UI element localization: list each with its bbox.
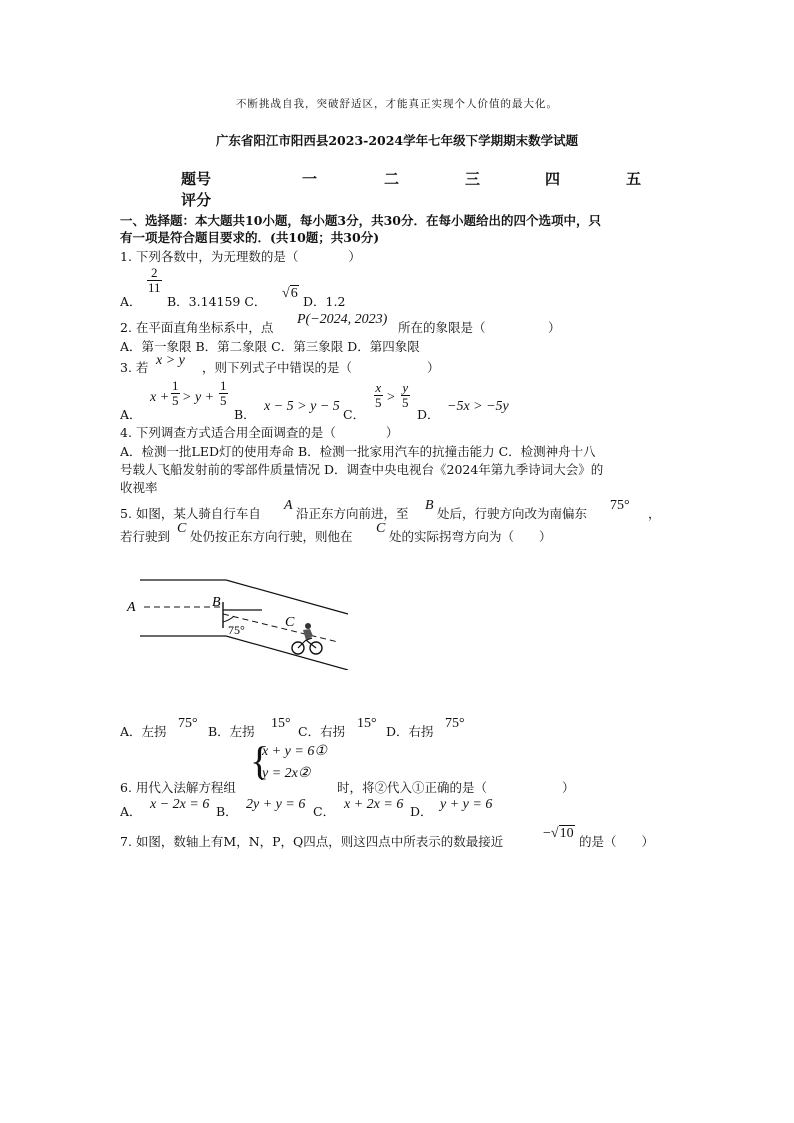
score-col-3: 三	[465, 170, 481, 188]
score-col-1: 一	[302, 170, 318, 188]
fig-label-c: C	[285, 615, 295, 630]
q3-option-b: x − 5 > y − 5	[264, 399, 340, 414]
q1-option-a-fraction	[147, 266, 162, 295]
q2-point: P(−2024, 2023)	[297, 312, 388, 327]
q1-option-b-c: B．3.14159 C．	[167, 294, 267, 309]
q5-stem2-b: 处仍按正东方向行驶，则他在	[190, 529, 353, 544]
q3-stem-pre: 3. 若	[120, 360, 149, 375]
page-title: 广东省阳江市阳西县2023-2024学年七年级下学期期末数学试题	[215, 133, 579, 148]
q5-stem1-d: ，	[648, 506, 661, 521]
q7-neg-sqrt: −√10	[543, 826, 574, 841]
q3-option-c-den-left: 5	[375, 395, 382, 410]
q5-figure	[120, 570, 360, 670]
q6-option-c: x + 2x = 6	[344, 797, 404, 812]
q3-stem-post: ，则下列式子中错误的是（ ）	[202, 360, 440, 375]
q2-options: A．第一象限 B．第二象限 C．第三象限 D．第四象限	[120, 339, 420, 354]
q3-option-a-mid: > y +	[182, 390, 215, 405]
q6-equation-2: y = 2x②	[262, 766, 311, 781]
q5-option-b-value: 15°	[271, 716, 291, 731]
q3-option-c-label: C．	[343, 407, 366, 422]
section-heading-line2: 有一项是符合题目要求的．(共10题；共30分)	[120, 230, 380, 245]
q5-stem2-c: 处的实际拐弯方向为（ ）	[389, 529, 552, 544]
score-table-col-label: 题号	[181, 170, 212, 188]
q3-option-a-frac-1	[171, 379, 180, 408]
q6-system-brace: {	[250, 738, 270, 783]
q3-frac1-numerator: 1	[172, 378, 179, 393]
q3-option-c-num-right: y	[402, 380, 409, 395]
q5-stem1-a: 5. 如图，某人骑自行车自	[120, 506, 261, 521]
angle-arc	[223, 616, 234, 622]
q3-frac2-numerator: 1	[220, 378, 227, 393]
q5-var-c-2: C	[376, 521, 386, 536]
q1-option-a-label: A．	[120, 294, 142, 309]
q1-stem: 1. 下列各数中，为无理数的是（ ）	[120, 249, 361, 264]
q3-frac1-denominator: 5	[172, 393, 179, 408]
q3-option-a-frac-2	[219, 379, 228, 408]
score-col-4: 四	[545, 170, 561, 188]
q5-stem1-b: 沿正东方向前进，至	[296, 506, 409, 521]
q5-var-c: C	[177, 521, 187, 536]
road-lower-edge-east	[226, 636, 348, 670]
fig-angle-label: 75°	[228, 623, 245, 637]
q5-angle: 75°	[610, 498, 630, 513]
q6-equation-1: x + y = 6①	[262, 744, 327, 759]
q5-stem2-a: 若行驶到	[120, 529, 171, 544]
section-heading-line1: 一、选择题：本大题共10小题，每小题3分，共30分．在每小题给出的四个选项中，只	[120, 213, 601, 228]
q6-option-a: x − 2x = 6	[150, 797, 210, 812]
q3-option-d: −5x > −5y	[447, 399, 509, 414]
q1-frac-numerator: 2	[147, 266, 162, 281]
score-table-row-label: 评分	[181, 191, 212, 209]
q5-option-a: A．左拐	[120, 724, 167, 739]
q5-road-diagram	[120, 570, 360, 670]
q3-option-a-left: x +	[150, 390, 170, 405]
q5-var-a: A	[284, 498, 293, 513]
q1-frac-denominator: 11	[148, 280, 161, 295]
q7-stem-pre: 7. 如图，数轴上有M，N，P，Q四点，则这四点中所表示的数最接近	[120, 834, 504, 849]
q6-option-d-label: D．	[410, 804, 433, 819]
q5-option-d: D．右拐	[386, 724, 434, 739]
q2-stem-pre: 2. 在平面直角坐标系中，点	[120, 320, 274, 335]
q4-options-line3: 收视率	[120, 480, 158, 495]
q6-option-c-label: C．	[313, 804, 336, 819]
q3-frac2-denominator: 5	[220, 393, 227, 408]
fig-label-a: A	[127, 600, 136, 615]
motto: 不断挑战自我，突破舒适区，才能真正实现个人价值的最大化。	[236, 98, 558, 110]
q5-option-c: C．右拐	[298, 724, 346, 739]
q6-stem-post: 时，将②代入①正确的是（ ）	[337, 780, 575, 795]
q1-sqrt-radicand: 6	[290, 286, 298, 301]
q6-option-b-label: B．	[216, 804, 238, 819]
score-col-5: 五	[626, 170, 642, 188]
q3-option-c-frac-right	[401, 381, 410, 410]
q3-option-d-label: D．	[417, 407, 440, 422]
q6-option-b: 2y + y = 6	[246, 797, 306, 812]
road-upper-edge-east	[226, 580, 348, 614]
q5-option-d-value: 75°	[445, 716, 465, 731]
q7-sqrt-radicand: 10	[559, 826, 574, 841]
q3-option-c-operator: >	[387, 390, 395, 405]
q4-stem: 4. 下列调查方式适合用全面调查的是（ ）	[120, 425, 399, 440]
q3-condition: x > y	[156, 353, 185, 368]
q1-option-d: D．1.2	[303, 294, 346, 309]
q5-option-c-value: 15°	[357, 716, 377, 731]
q7-stem-post: 的是（ ）	[579, 834, 655, 849]
q5-option-a-value: 75°	[178, 716, 198, 731]
q4-options-line1: A．检测一批LED灯的使用寿命 B．检测一批家用汽车的抗撞击能力 C．检测神舟十八	[120, 444, 596, 459]
score-col-2: 二	[384, 170, 400, 188]
q3-option-b-label: B．	[234, 407, 256, 422]
q5-stem1-c: 处后，行驶方向改为南偏东	[437, 506, 588, 521]
q3-option-c-num-left: x	[375, 380, 382, 395]
q7-negative-sign: −	[543, 826, 551, 841]
q1-option-c-sqrt: √6	[282, 286, 298, 301]
q5-var-b: B	[425, 498, 434, 513]
q5-option-b: B．左拐	[208, 724, 255, 739]
q3-option-a-label: A．	[120, 407, 142, 422]
q3-option-c-frac-left	[374, 381, 383, 410]
q6-stem-pre: 6. 用代入法解方程组	[120, 780, 236, 795]
q3-option-c-den-right: 5	[402, 395, 409, 410]
q4-options-line2: 号载人飞船发射前的零部件质量情况 D．调查中央电视台《2024年第九季诗词大会》的	[120, 462, 604, 477]
q2-stem-post: 所在的象限是（ ）	[398, 320, 561, 335]
fig-label-b: B	[212, 595, 221, 610]
bicycle-icon	[292, 623, 322, 654]
q6-option-d: y + y = 6	[440, 797, 493, 812]
q6-option-a-label: A．	[120, 804, 142, 819]
